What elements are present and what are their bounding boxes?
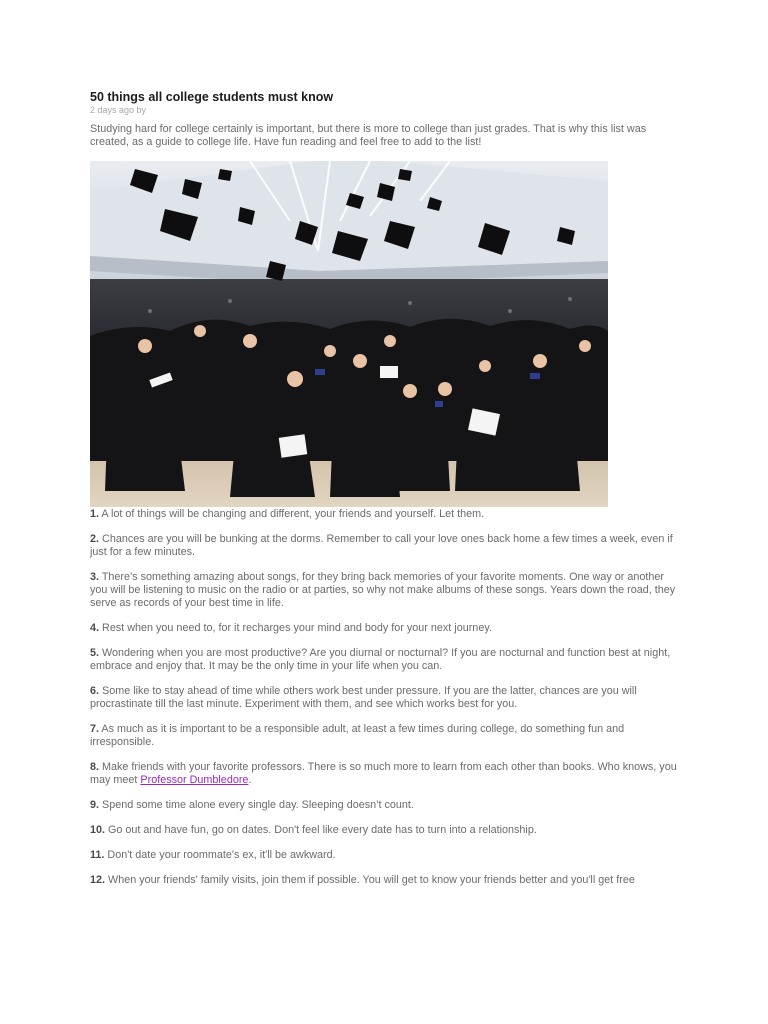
list-item	[90, 824, 680, 837]
list-item	[90, 799, 680, 812]
list-item	[90, 685, 680, 711]
list-item	[90, 723, 680, 749]
item-number: 3.	[90, 571, 100, 583]
item-text: When your friends' family visits, join them if possible. You will get to know your friends better and you'll get free	[108, 874, 635, 886]
graduation-photo	[90, 161, 608, 507]
list-item	[90, 571, 680, 610]
item-number: 11.	[90, 849, 105, 861]
item-number: 12.	[90, 874, 106, 886]
item-text: Go out and have fun, go on dates. Don't feel like every date has to turn into a relationship.	[108, 824, 537, 836]
item-text: A lot of things will be changing and different, your friends and yourself. Let them.	[101, 508, 485, 520]
list-item	[90, 533, 680, 559]
item-text: Rest when you need to, for it recharges your mind and body for your next journey.	[102, 622, 492, 634]
item-text: Some like to stay ahead of time while others work best under pressure. If you are the latter, chances are you will procrastinate till the last minute. Experiment with them, and see which works best for you.	[90, 685, 637, 710]
item-text: Make friends with your favorite professors. There is so much more to learn from each other than books. Who knows, you may meet	[90, 761, 677, 786]
article-intro: Studying hard for college certainly is important, but there is more to college than just grades. That is why this list was created, as a guide to college life. Have fun reading and feel free to add to the list!	[90, 123, 647, 148]
item-text: Spend some time alone every single day. Sleeping doesn’t count.	[102, 799, 414, 811]
list-item	[90, 508, 680, 521]
item-number: 5.	[90, 647, 100, 659]
list-item	[90, 849, 680, 862]
item-text: Don't date your roommate's ex, it'll be awkward.	[107, 849, 336, 861]
item-number: 7.	[90, 723, 100, 735]
item-number: 2.	[90, 533, 100, 545]
item-number: 9.	[90, 799, 100, 811]
item-text: Chances are you will be bunking at the dorms. Remember to call your love ones back home a few times a week, even if just for a few minutes.	[90, 533, 673, 558]
list-item	[90, 874, 680, 887]
item-text: As much as it is important to be a responsible adult, at least a few times during college, do something fun and irresponsible.	[90, 723, 625, 748]
item-number: 8.	[90, 761, 100, 773]
item-text-end: .	[248, 774, 252, 786]
list-item	[90, 761, 680, 787]
professor-dumbledore-link[interactable]: Professor Dumbledore	[140, 774, 249, 786]
item-text: There’s something amazing about songs, for they bring back memories of your favorite moments. One way or another you will be listening to music on the radio or at parties, so why not make albums of these songs. Years down the road, they serve as records of your best time in life.	[90, 571, 676, 609]
article	[90, 90, 680, 899]
item-number: 4.	[90, 622, 100, 634]
article-title: 50 things all college students must know	[90, 90, 334, 104]
item-text: Wondering when you are most productive? Are you diurnal or nocturnal? If you are nocturnal and function best at night, embrace and enjoy that. It may be the only time in your life when you can.	[90, 647, 671, 672]
item-number: 10.	[90, 824, 106, 836]
list-item	[90, 622, 680, 635]
article-meta: 2 days ago by	[90, 105, 147, 115]
list-item	[90, 647, 680, 673]
item-number: 6.	[90, 685, 100, 697]
item-number: 1.	[90, 508, 100, 520]
